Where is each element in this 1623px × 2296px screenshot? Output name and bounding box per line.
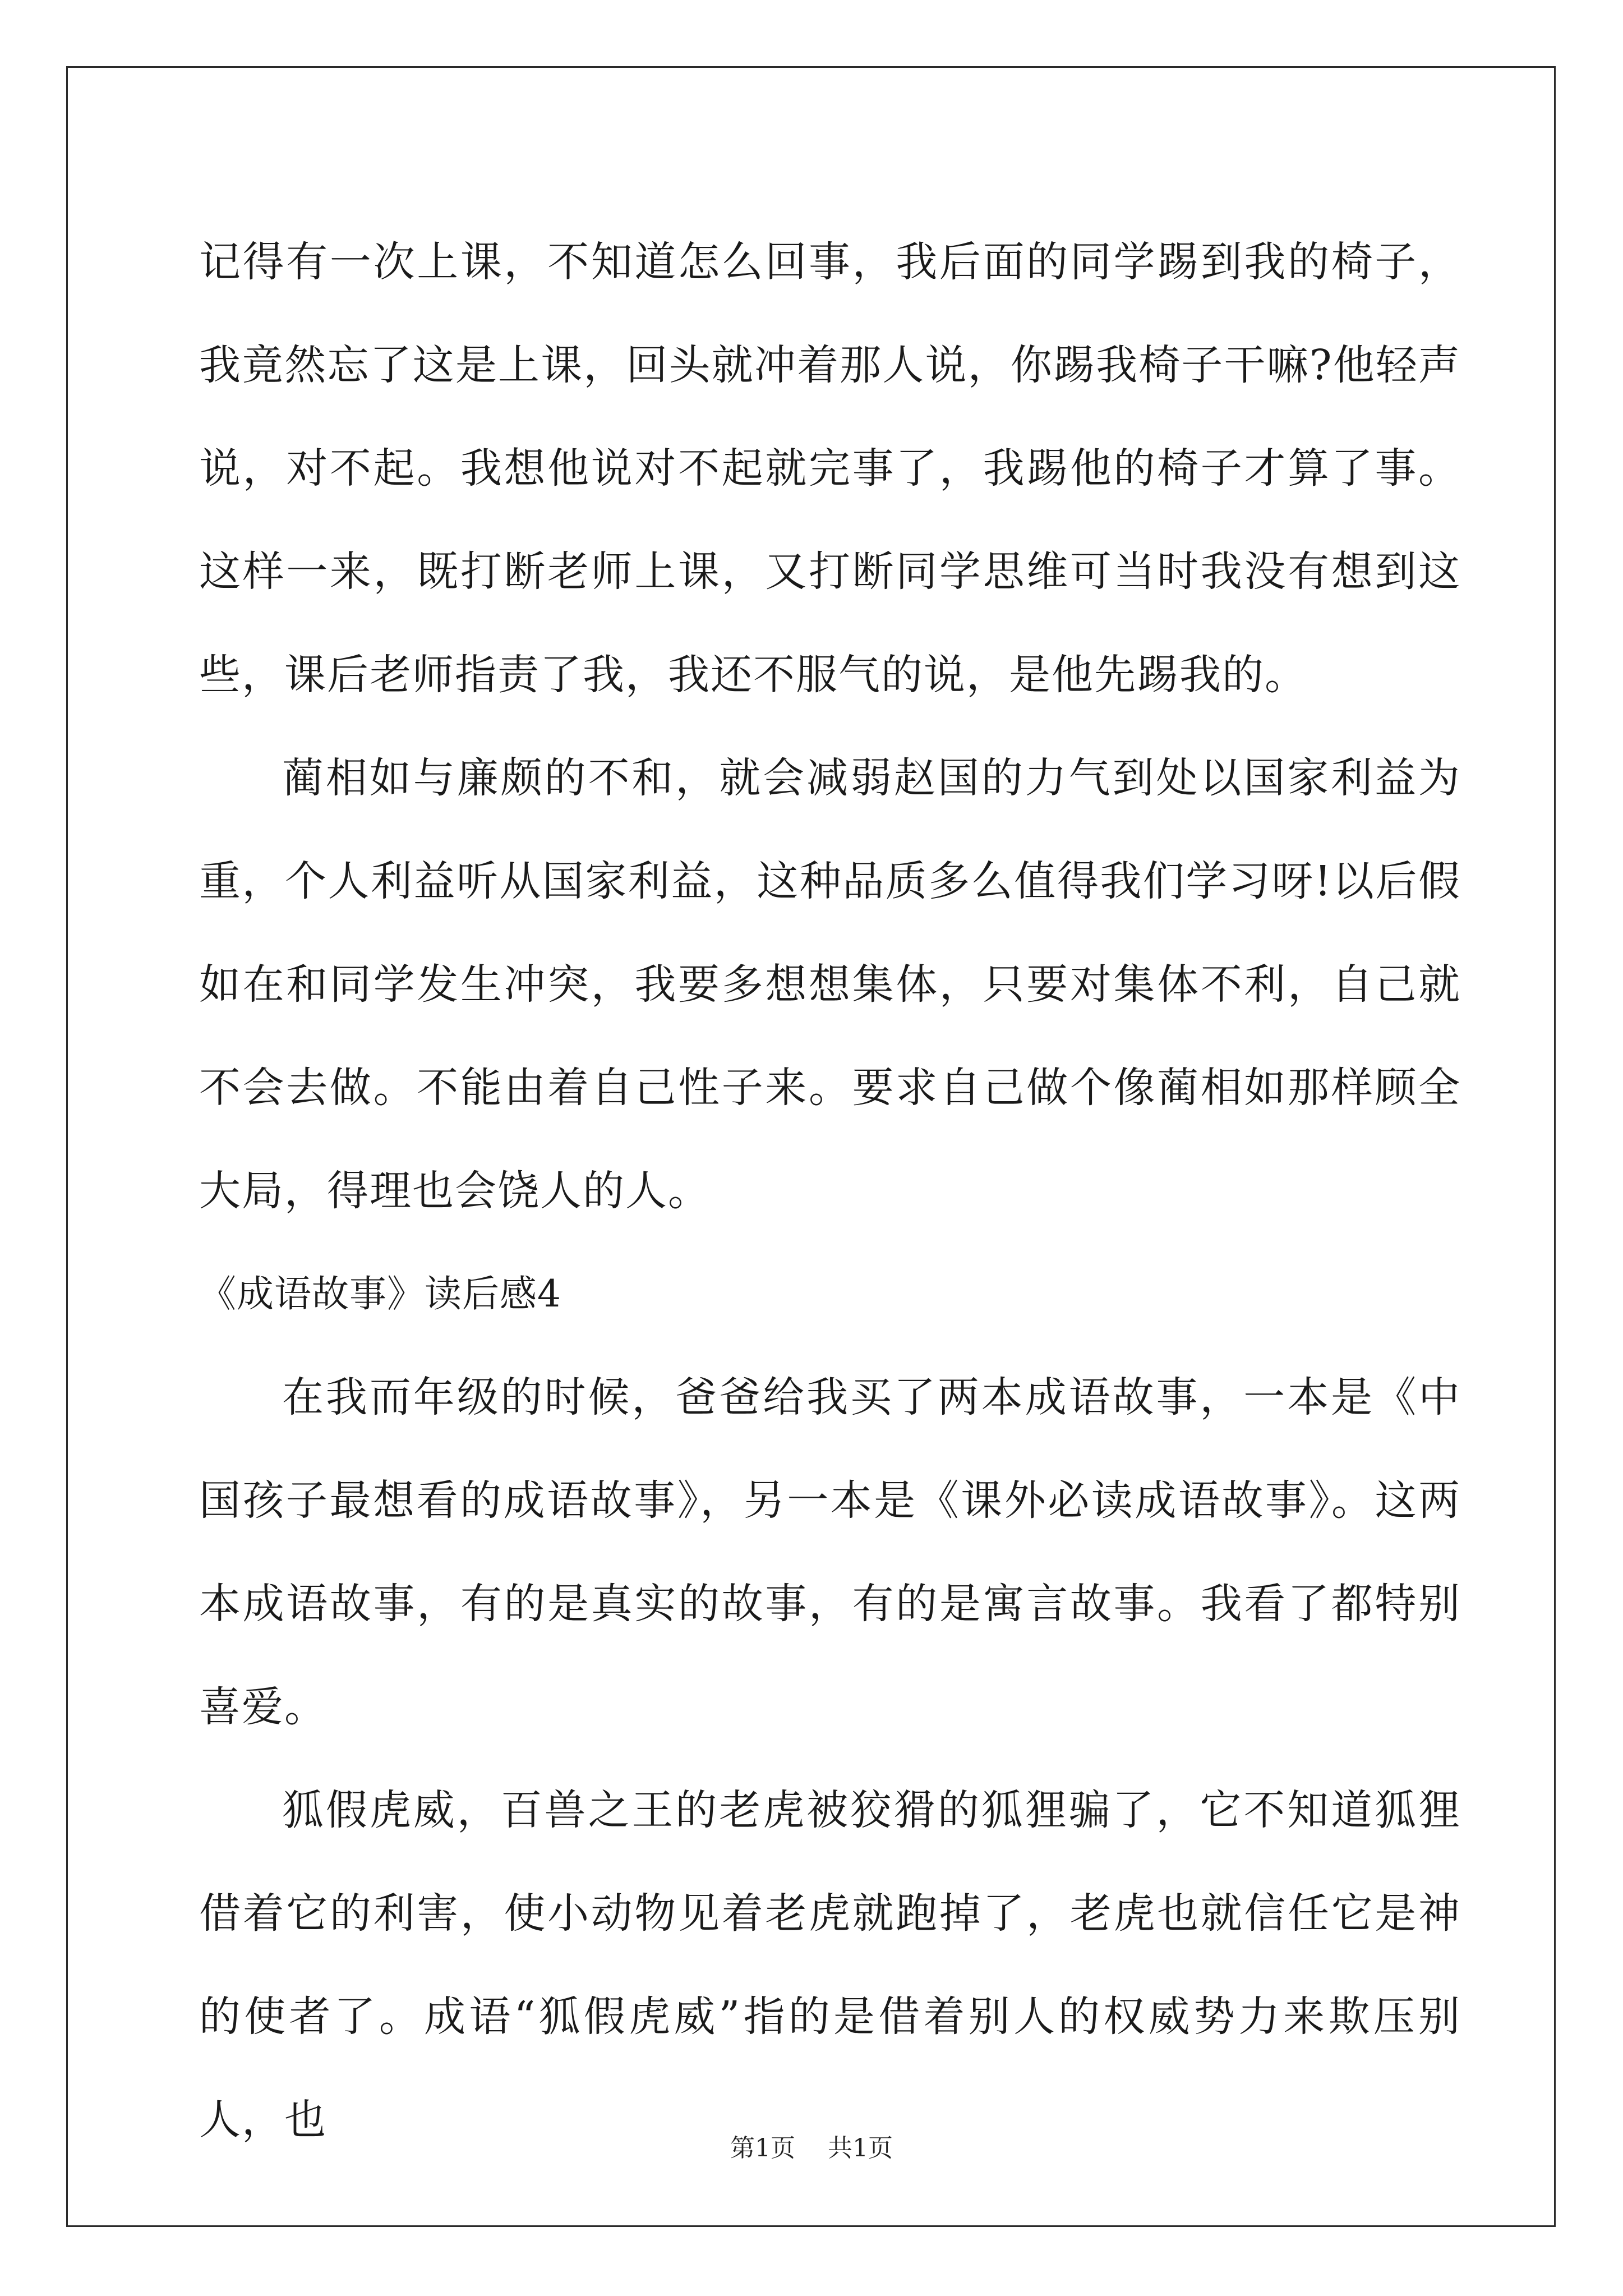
page-footer: [0, 2132, 1623, 2165]
page-total: 共1页: [828, 2134, 893, 2162]
paragraph-4: 狐假虎威，百兽之王的老虎被狡猾的狐狸骗了，它不知道狐狸借着它的利害，使小动物见着老虎就跑掉了，老虎也就信任它是神的使者了。成语“狐假虎威”指的是借着别人的权威势力来欺压别人，也: [199, 1786, 1461, 2144]
page-number: 第1页: [730, 2134, 795, 2162]
section-heading: 《成语故事》读后感4: [199, 1272, 561, 1315]
paragraph-2: 蔺相如与廉颇的不和，就会减弱赵国的力气到处以国家利益为重，个人利益听从国家利益，这种品质多么值得我们学习呀!以后假如在和同学发生冲突，我要多想想集体，只要对集体不利，自己就不会去做。不能由着自己性子来。要求自己做个像蔺相如那样顾全大局，得理也会饶人的人。: [199, 754, 1461, 1215]
paragraph-3: 在我而年级的时候，爸爸给我买了两本成语故事，一本是《中国孩子最想看的成语故事》，另一本是《课外必读成语故事》。这两本成语故事，有的是真实的故事，有的是寓言故事。我看了都特别喜爱。: [199, 1373, 1461, 1731]
document-body: [199, 210, 1461, 2171]
paragraph-1: 记得有一次上课，不知道怎么回事，我后面的同学踢到我的椅子，我竟然忘了这是上课，回头就冲着那人说，你踢我椅子干嘛?他轻声说，对不起。我想他说对不起就完事了，我踢他的椅子才算了事。这样一来，既打断老师上课，又打断同学思维可当时我没有想到这些，课后老师指责了我，我还不服气的说，是他先踢我的。: [199, 238, 1461, 699]
